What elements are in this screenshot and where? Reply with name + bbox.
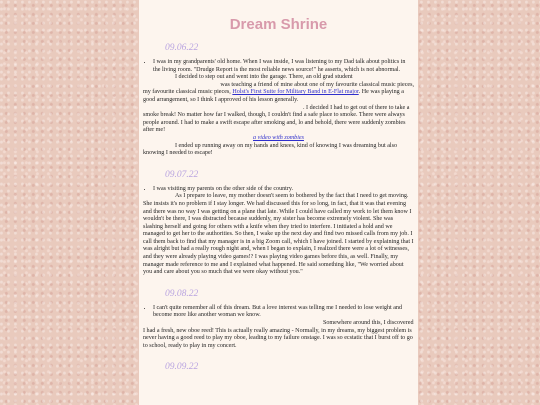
entry-body: [143, 186, 414, 277]
entry-date: 09.09.22: [165, 362, 199, 373]
entry-paragraph: . I decided I had to get out of there to take a smoke break! No matter how far I walked, though, I couldn't find a safe place to smoke. There were always people around. I had to make a swift escape after smoking and, lo and behold, there were suddenly zombies after me!: [143, 104, 410, 134]
dream-entry: [143, 43, 414, 158]
entry-paragraph: was teaching a friend of mine about one of my favourite classical music pieces,: [220, 81, 414, 88]
dream-entry: [143, 289, 414, 351]
page-title: Dream Shrine: [229, 16, 328, 33]
entry-paragraph: I ended up running away on my hands and knees, kind of knowing I was dreaming but also knowing I needed to escape!: [143, 142, 398, 157]
entry-date: 09.08.22: [165, 288, 199, 299]
entry-paragraph: [143, 135, 414, 143]
entry-paragraph: • I can't quite remember all of this dream. But a love interest was telling me I needed to lose weight and become more like another woman we know.: [153, 305, 414, 320]
entry-paragraph: I decided to step out and went into the garage. There, an old grad student: [175, 74, 353, 81]
entry-paragraph: my favourite classical music pieces, Holst's First Suite for Military Band in E-Flat major. He was playing a good arrangement, so I think I approved of his lesson generally.: [143, 89, 404, 103]
entry-body: [143, 305, 414, 351]
entry-body: [143, 59, 414, 158]
entry-paragraph: • I was visiting my parents on the other side of the country.: [153, 186, 414, 194]
dream-entry: [143, 170, 414, 277]
entry-date: 09.06.22: [165, 43, 199, 53]
music-link[interactable]: Holst's First Suite for Military Band in E-Flat major: [232, 89, 359, 96]
entry-paragraph: As I prepare to leave, my mother doesn't seem to bothered by the fact that I need to get moving. She insists it's no problem if I stay longer. We had discussed this for so long, in fact, that it was that evening and there was no way I was getting on a plane that late. While I could have called my work to let them know I wouldn't be there, I was distracted because suddenly, my sister has become extremely violent. She was slashing herself and going for others with a knife when they tried to interfere. I initiated a hold and we managed to get her to the authorities. So then, I wake up the next day and find two missed calls from my job. I call them back to find that my manager is in a big Zoom call, which I have joined. I started by explaining that I was alright but had a really rough night and, when I began to explain, I realized there were a lot of witnesses, and they were already playing video games!? I was playing video games before this, as well. Finally, my manager made reference to me and I explained what happened. He said something like, "We worried about you and care about you so much that we were okay without you.": [143, 193, 414, 276]
content-panel: [139, 0, 418, 405]
video-link[interactable]: a video with zombies: [253, 134, 304, 141]
entry-date: 09.07.22: [165, 169, 199, 180]
entry-paragraph: • I was in my grandparents' old home. When I was inside, I was listening to my Dad talk about politics in the living room. "Drudge Report is the most reliable news source!" he asserts, which is not abnormal.: [153, 59, 414, 74]
entry-paragraph: Somewhere around this, I discovered I had a fresh, new oboe reed! This is actually really amazing - Normally, in my dreams, my biggest problem is never having a good reed to play my oboe, leading to my failure onstage. I was so ecstatic that I burst off to go to school, ready to play in my concert.: [143, 320, 414, 349]
dream-entry: [143, 362, 414, 372]
